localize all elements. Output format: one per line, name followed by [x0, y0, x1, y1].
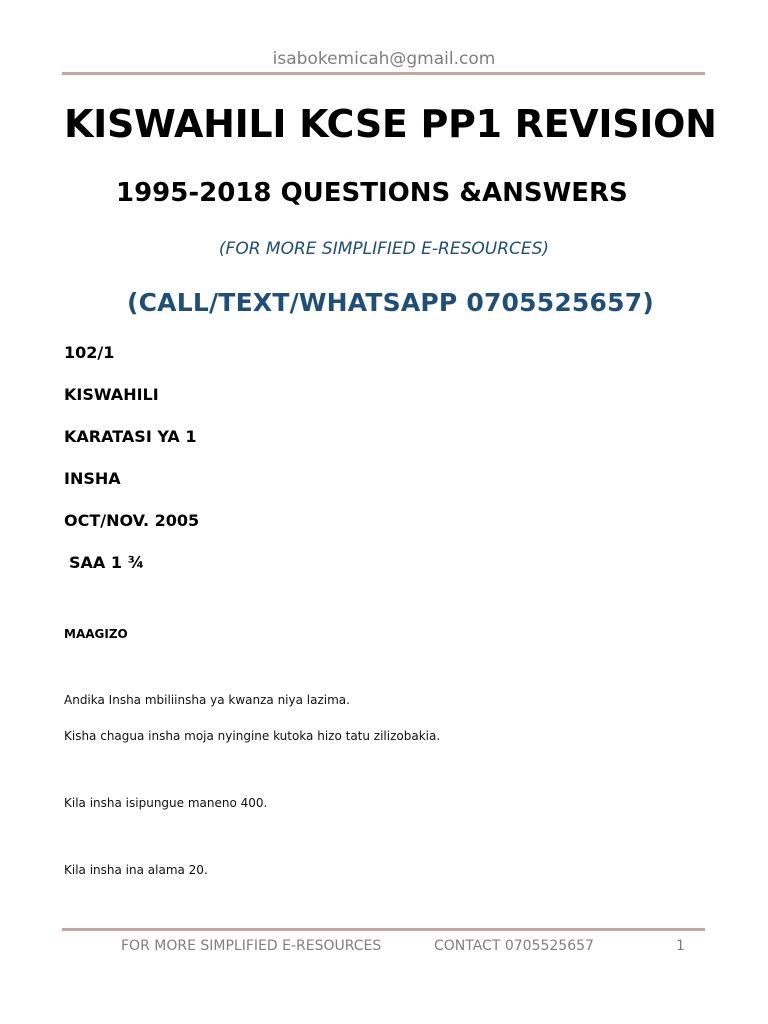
contact-line: (CALL/TEXT/WHATSAPP 0705525657) [127, 288, 654, 317]
paper-type: INSHA [64, 469, 121, 488]
header-divider [62, 72, 705, 75]
exam-session: OCT/NOV. 2005 [64, 511, 200, 530]
instruction-item: Andika Insha mbiliinsha ya kwanza niya lazima. [64, 693, 350, 707]
instructions-heading: MAAGIZO [64, 627, 128, 641]
instruction-item: Kisha chagua insha moja nyingine kutoka hizo tatu zilizobakia. [64, 729, 441, 743]
document-title: KISWAHILI KCSE PP1 REVISION [64, 102, 717, 146]
exam-duration: SAA 1 ¾ [69, 553, 145, 572]
header-email: isabokemicah@gmail.com [272, 49, 496, 69]
paper-code: 102/1 [64, 343, 115, 362]
footer-divider [62, 928, 705, 931]
instruction-item: Kila insha ina alama 20. [64, 863, 208, 877]
footer-promo: FOR MORE SIMPLIFIED E-RESOURCES [121, 938, 382, 954]
instruction-item: Kila insha isipungue maneno 400. [64, 796, 268, 810]
subject-name: KISWAHILI [64, 385, 159, 404]
document-subtitle: 1995-2018 QUESTIONS &ANSWERS [116, 178, 628, 208]
footer-contact: CONTACT 0705525657 [434, 938, 594, 954]
paper-number: KARATASI YA 1 [64, 427, 197, 446]
promo-line: (FOR MORE SIMPLIFIED E-RESOURCES) [218, 239, 550, 259]
page-number: 1 [676, 938, 685, 954]
